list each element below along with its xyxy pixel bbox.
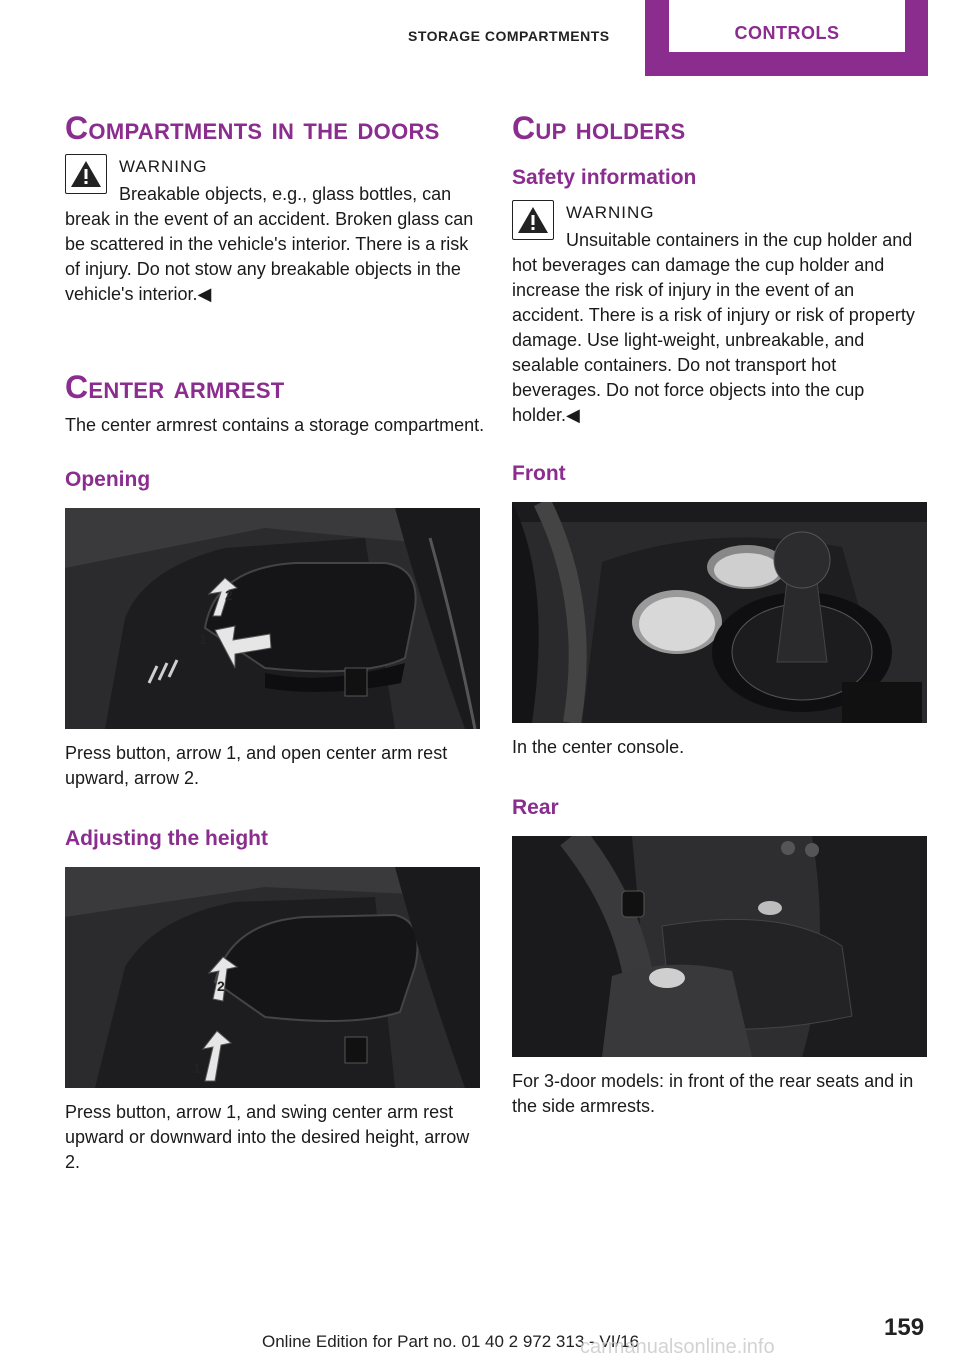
opening-figure: [65, 508, 480, 729]
warning-label: WARNING: [119, 157, 208, 176]
height-heading: Adjusting the height: [65, 827, 268, 850]
warning-text: Unsuitable containers in the cup holder and hot beverages can damage the cup holder and increase the risk of injury in the event of an accident. There is a risk of injury or risk of property damage. Use light-weight, unbreakable, and sealable containers. Do not transport hot beverages. Do not force objects into the cup holder.◀: [512, 230, 915, 425]
rear-cupholder-illustration: [512, 836, 927, 1057]
cup-holders-title: Cup holders: [512, 110, 686, 146]
height-caption: Press button, arrow 1, and swing center arm rest upward or downward into the desired height, arrow 2.: [65, 1102, 470, 1172]
watermark: carmanualsonline.info: [580, 1336, 775, 1358]
safety-heading: Safety information: [512, 166, 697, 189]
doors-warning: [65, 154, 485, 307]
opening-caption: Press button, arrow 1, and open center arm rest upward, arrow 2.: [65, 743, 448, 788]
armrest-title: Center armrest: [65, 369, 285, 405]
front-figure: [512, 502, 927, 723]
front-heading: Front: [512, 462, 566, 485]
rear-caption: For 3-door models: in front of the rear seats and in the side armrests.: [512, 1071, 914, 1116]
edition-footer: Online Edition for Part no. 01 40 2 972 313 - VI/16: [262, 1332, 640, 1351]
height-figure: [65, 867, 480, 1088]
doors-title: Compartments in the doors: [65, 110, 440, 146]
opening-heading: Opening: [65, 468, 151, 491]
chapter-tab[interactable]: [645, 0, 928, 76]
armrest-intro: The center armrest contains a storage compartment.: [65, 415, 485, 435]
left-column: [65, 110, 485, 1175]
section-tab[interactable]: STORAGE COMPARTMENTS: [408, 28, 610, 44]
warning-triangle-icon: [65, 154, 107, 194]
right-column: [512, 110, 930, 1119]
front-caption: In the center console.: [512, 737, 685, 757]
warning-text: Breakable objects, e.g., glass bottles, can break in the event of an accident. Broken glass can be scattered in the vehicle's interior. There is a risk of injury. Do not stow any breakable objects in the vehicle's interior.◀: [65, 184, 474, 304]
armrest-opening-illustration: [65, 508, 480, 729]
front-cupholder-illustration: [512, 502, 927, 723]
arrow-2-label: 2: [217, 978, 225, 994]
header-nav: [0, 0, 960, 76]
rear-figure: [512, 836, 927, 1057]
rear-heading: Rear: [512, 796, 559, 819]
warning-label: WARNING: [566, 203, 655, 222]
cup-holders-warning: [512, 200, 930, 428]
arrow-1-label: 1: [193, 1060, 201, 1076]
arrow-2-label: 2: [225, 587, 233, 603]
chapter-tab-label: CONTROLS: [669, 0, 905, 52]
armrest-height-illustration: [65, 867, 480, 1088]
warning-triangle-icon: [512, 200, 554, 240]
page-number: 159: [884, 1314, 925, 1341]
arrow-1-label: 1: [199, 631, 207, 647]
